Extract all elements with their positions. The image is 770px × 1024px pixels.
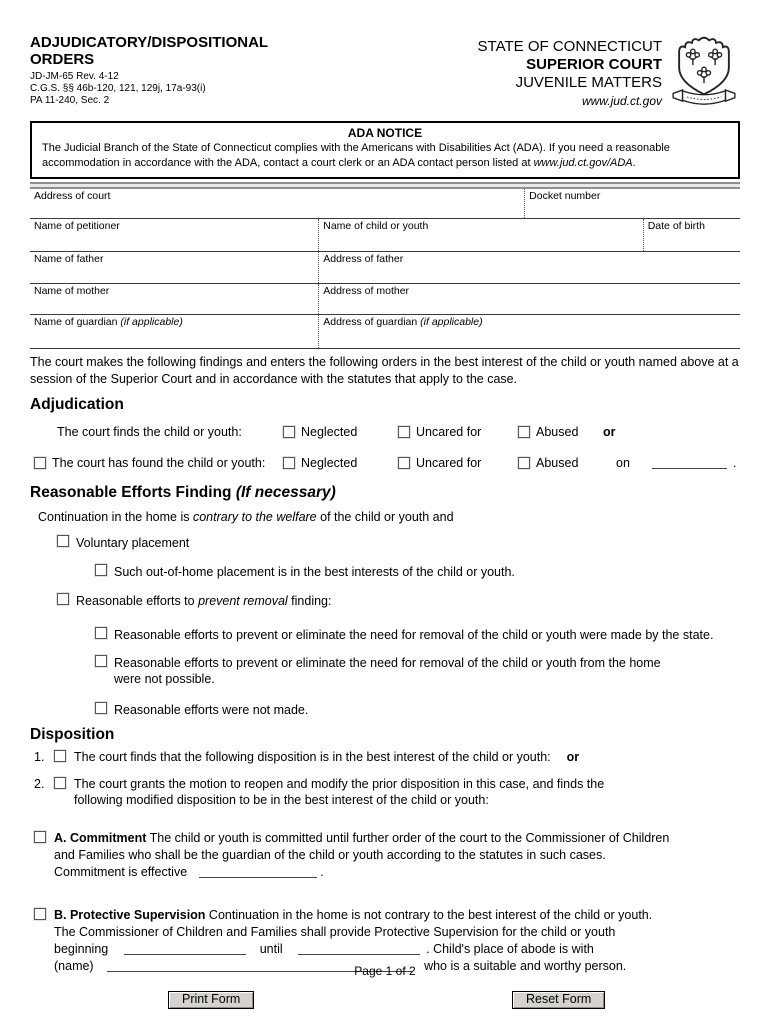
- voluntary-placement-checkbox[interactable]: [57, 535, 69, 547]
- address-of-father-label: Address of father: [323, 253, 404, 265]
- prevent-italic: prevent removal: [198, 594, 288, 608]
- made-by-state-checkbox[interactable]: [95, 627, 107, 639]
- ada-notice-title: ADA NOTICE: [347, 126, 423, 140]
- page-number: Page 1 of 2: [354, 964, 416, 978]
- court-name: SUPERIOR COURT: [526, 56, 662, 73]
- prevent-removal-label: [76, 593, 331, 609]
- field-address-of-father[interactable]: [318, 252, 740, 283]
- commitment-line3: [54, 864, 669, 881]
- found-period: .: [733, 456, 737, 470]
- finds-neglected-option: [283, 425, 357, 439]
- name-of-mother-label: Name of mother: [34, 285, 110, 297]
- on-label: on: [616, 456, 630, 470]
- ps-line1-rest: Continuation in the home is not contrary to the best interest of the child or youth.: [205, 908, 653, 922]
- name-of-guardian-label: Name of guardian: [34, 316, 121, 328]
- found-abused-option: [518, 456, 578, 470]
- out-of-home-checkbox[interactable]: [95, 564, 107, 576]
- date-of-birth-label: Date of birth: [647, 220, 705, 232]
- not-possible-checkbox[interactable]: [95, 655, 107, 667]
- ps-line2: The Commissioner of Children and Families shall provide Protective Supervision for the child or youth: [54, 925, 616, 939]
- field-date-of-birth[interactable]: [643, 219, 740, 251]
- item2-line1: The court grants the motion to reopen and modify the prior disposition in this case, and finds the: [74, 777, 605, 791]
- has-found-checkbox[interactable]: [34, 457, 46, 469]
- finds-abused-option: [518, 425, 578, 439]
- re-heading-if-necessary: (If necessary): [235, 484, 336, 501]
- field-name-of-guardian[interactable]: [30, 315, 318, 348]
- adjudication-has-found-row: [30, 456, 740, 476]
- ada-body-text: The Judicial Branch of the State of Connecticut complies with the Americans with Disabilities Act (ADA). If you need a reasonable accommodation in accordance with the ADA, contact a court clerk or an ADA contact person listed at: [42, 142, 670, 169]
- item1-text: The court finds that the following disposition is in the best interest of the child or youth:: [74, 750, 551, 764]
- item1-number: 1.: [34, 750, 45, 764]
- reset-form-button[interactable]: Reset Form: [512, 991, 605, 1009]
- found-neglected-option: [283, 456, 357, 470]
- form-header: [30, 0, 740, 115]
- prevent-removal-checkbox[interactable]: [57, 593, 69, 605]
- field-address-of-mother[interactable]: [318, 284, 740, 314]
- has-found-label: The court has found the child or youth:: [52, 456, 266, 470]
- re-heading-text: Reasonable Efforts Finding: [30, 484, 236, 501]
- found-on-date-field[interactable]: [652, 456, 727, 469]
- found-uncared-option: [398, 456, 481, 470]
- field-name-of-petitioner[interactable]: [30, 219, 318, 251]
- has-found-checkbox-wrap: [34, 456, 52, 470]
- section-divider: [30, 182, 740, 189]
- commitment-item: [34, 830, 740, 881]
- ada-notice-box: [30, 121, 740, 179]
- item2-number: 2.: [34, 777, 45, 791]
- form-title-line1: ADJUDICATORY/DISPOSITIONAL: [30, 34, 269, 51]
- finds-uncared-checkbox[interactable]: [398, 426, 410, 438]
- not-possible-label: [114, 655, 661, 687]
- ps-abode-label: . Child's place of abode is with: [426, 942, 594, 956]
- commitment-line1-rest: The child or youth is committed until further order of the court to the Commissioner of Children: [146, 831, 670, 845]
- address-of-mother-label: Address of mother: [323, 285, 410, 297]
- form-title-line2: ORDERS: [30, 51, 95, 68]
- finds-neglected-checkbox[interactable]: [283, 426, 295, 438]
- commitment-text: [54, 830, 669, 881]
- abused-label: Abused: [536, 456, 579, 470]
- not-possible-line2: were not possible.: [114, 672, 215, 686]
- name-of-father-label: Name of father: [34, 253, 104, 265]
- item2-text-wrap: [74, 776, 604, 808]
- made-by-state-label: Reasonable efforts to prevent or eliminate the need for removal of the child or youth were made by the state.: [114, 628, 714, 642]
- disposition-item-1: [34, 749, 740, 766]
- reasonable-efforts-heading: [30, 484, 740, 502]
- ps-worthy-label: who is a suitable and worthy person.: [424, 959, 627, 973]
- voluntary-placement-label: Voluntary placement: [76, 536, 190, 550]
- not-made-label: Reasonable efforts were not made.: [114, 703, 309, 717]
- commitment-label: A. Commitment: [54, 831, 147, 845]
- found-uncared-checkbox[interactable]: [398, 457, 410, 469]
- field-address-of-court[interactable]: [30, 189, 524, 218]
- field-docket-number[interactable]: [524, 189, 740, 218]
- abused-label: Abused: [536, 425, 579, 439]
- not-possible-item: [95, 655, 740, 687]
- commitment-effective-date-field[interactable]: [199, 865, 317, 878]
- commitment-checkbox[interactable]: [34, 831, 46, 843]
- prevent-1: Reasonable efforts to: [76, 594, 199, 608]
- re-intro-1: Continuation in the home is: [38, 510, 193, 524]
- made-by-state-item: [95, 627, 740, 643]
- form-statutes: C.G.S. §§ 46b-120, 121, 129j, 17a-93(i): [30, 83, 206, 94]
- ada-link: www.jud.ct.gov/ADA: [533, 157, 633, 169]
- disposition-item-2: [34, 776, 740, 808]
- uncared-label: Uncared for: [416, 456, 482, 470]
- form-number: JD-JM-65 Rev. 4-12: [30, 71, 119, 82]
- neglected-label: Neglected: [301, 425, 358, 439]
- not-made-item: [95, 702, 740, 718]
- ada-body-period: .: [632, 157, 636, 169]
- finds-abused-checkbox[interactable]: [518, 426, 530, 438]
- voluntary-placement-item: [57, 535, 740, 551]
- commitment-period: .: [320, 865, 324, 879]
- field-address-of-guardian[interactable]: [318, 315, 740, 348]
- prevent-2: finding:: [287, 594, 332, 608]
- adjudication-heading: Adjudication: [30, 396, 124, 413]
- item2-line2: following modified disposition to be in the best interest of the child or youth:: [74, 793, 489, 807]
- protective-supervision-label: B. Protective Supervision: [54, 908, 206, 922]
- adjudication-finds-row: [30, 425, 740, 445]
- neglected-label: Neglected: [301, 456, 358, 470]
- field-name-of-child[interactable]: [318, 219, 642, 251]
- disposition2-checkbox[interactable]: [54, 777, 66, 789]
- found-abused-checkbox[interactable]: [518, 457, 530, 469]
- ps-until-label: until: [259, 942, 283, 956]
- protective-supervision-checkbox[interactable]: [34, 908, 46, 920]
- disposition-heading: Disposition: [30, 726, 115, 743]
- address-of-guardian-label: Address of guardian: [323, 316, 421, 328]
- not-made-checkbox[interactable]: [95, 702, 107, 714]
- court-division: JUVENILE MATTERS: [515, 74, 662, 91]
- print-form-button[interactable]: Print Form: [168, 991, 254, 1009]
- field-name-of-mother[interactable]: [30, 284, 318, 314]
- state-name: STATE OF CONNECTICUT: [477, 38, 662, 55]
- form-title-block: [30, 34, 268, 115]
- name-of-child-label: Name of child or youth: [323, 220, 429, 232]
- court-header-block: [478, 34, 740, 115]
- docket-number-label: Docket number: [529, 190, 601, 202]
- not-possible-line1: Reasonable efforts to prevent or eliminate the need for removal of the child or youth from the home: [114, 656, 661, 670]
- ps-until-date-field[interactable]: [298, 942, 420, 955]
- court-website: www.jud.ct.gov: [581, 94, 662, 108]
- found-neglected-checkbox[interactable]: [283, 457, 295, 469]
- name-of-petitioner-label: Name of petitioner: [34, 220, 120, 232]
- ps-beginning-date-field[interactable]: [124, 942, 246, 955]
- address-of-court-label: Address of court: [34, 190, 111, 202]
- re-intro-line: [38, 509, 740, 525]
- ps-line1: [54, 907, 652, 924]
- prevent-removal-item: [57, 593, 740, 609]
- ps-beginning-label: beginning: [54, 942, 109, 956]
- connecticut-state-seal-icon: [668, 34, 740, 115]
- out-of-home-item: [95, 564, 740, 580]
- re-intro-italic: contrary to the welfare: [192, 510, 317, 524]
- field-name-of-father[interactable]: [30, 252, 318, 283]
- re-intro-2: of the child or youth and: [316, 510, 454, 524]
- item1-text-wrap: [74, 749, 579, 766]
- guardian-if-applicable: (if applicable): [120, 316, 183, 328]
- intro-paragraph: The court makes the following findings and enters the following orders in the best interest of the child or youth named above at a session of the Superior Court and in accordance with the statutes that apply to the case.: [30, 355, 739, 386]
- case-info-table: [30, 189, 740, 349]
- disposition1-checkbox[interactable]: [54, 750, 66, 762]
- commitment-effective-label: Commitment is effective: [54, 865, 188, 879]
- or-connector: or: [603, 425, 616, 439]
- ps-line3: [54, 941, 652, 958]
- commitment-line1: [54, 830, 669, 847]
- item1-or: or: [566, 750, 580, 764]
- form-public-act: PA 11-240, Sec. 2: [30, 95, 110, 106]
- commitment-line2: and Families who shall be the guardian of the child or youth according to the statutes in such cases.: [54, 848, 606, 862]
- ps-name-label: (name): [54, 959, 94, 973]
- guardian-address-if-applicable: (if applicable): [420, 316, 483, 328]
- finds-uncared-option: [398, 425, 481, 439]
- ada-notice-body: [42, 141, 728, 171]
- out-of-home-label: Such out-of-home placement is in the best interests of the child or youth.: [114, 565, 515, 579]
- uncared-label: Uncared for: [416, 425, 482, 439]
- finds-label: The court finds the child or youth:: [57, 425, 242, 439]
